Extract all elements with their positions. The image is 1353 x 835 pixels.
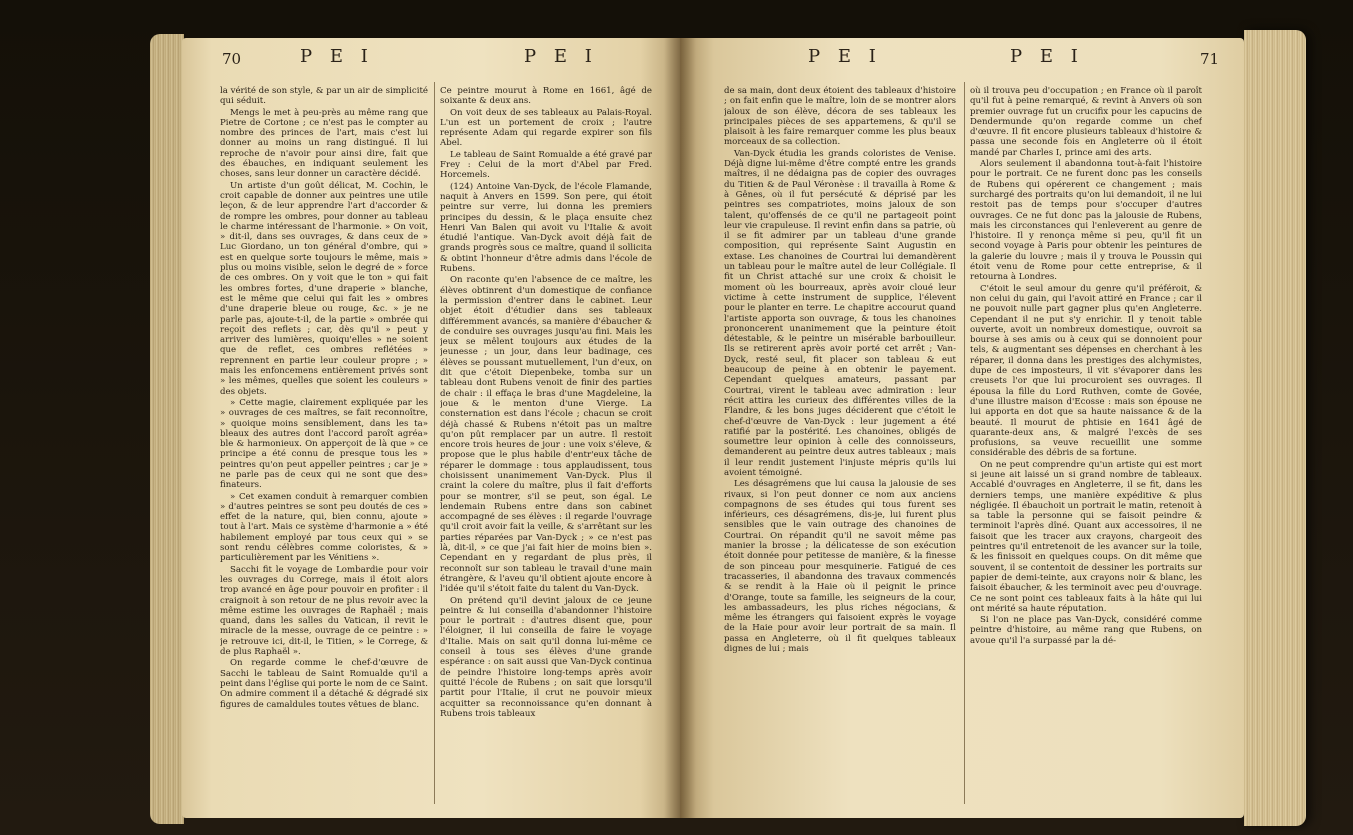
- column-rule: [434, 82, 435, 804]
- paragraph: » Cet examen conduit à remarquer combien » d'autres peintres se sont peu doutés de ces » effet de la nature, qui, bien connu, ajoute » tout à l'art. Mais ce système d'harmonie a » été habilement employé par tous ceux qui » se sont rendu célèbres comme coloristes, & » particulièrement par les Vénitiens ».: [220, 491, 428, 564]
- paragraph: la vérité de son style, & par un air de simplicité qui séduit.: [220, 86, 428, 107]
- paragraph: Van-Dyck étudia les grands coloristes de Venise. Déjà digne lui-même d'être compté entre les grands maîtres, il ne dédaigna pas de copier des ouvrages du Titien & de Paul Véronèse : il travailla à Rome & à Gênes, où il fut persécuté & déprisé par les peintres ses compatriotes, moins jaloux de son talent, qu'offensés de ce qu'il ne partageoit point leur vie crapuleuse. Il revint enfin dans sa patrie, où il se fit admirer par un tableau d'une grande composition, qui représente Saint Augustin en extase. Les chanoines de Courtrai lui demandèrent un tableau pour le maître autel de leur Collégiale. Il fit un Christ attaché sur une croix & choisit le moment où les bourreaux, après avoir cloué leur victime à cette instrument de supplice, l'élevent pour le planter en terre. Le chapitre accourut quand l'artiste apporta son ouvrage, & tous les chanoines prononcerent unanimement que la peinture étoit détestable, & le peintre un misérable barbouilleur. Ils se retirerent après avoir porté cet arrêt ; Van-Dyck, resté seul, fit placer son tableau & eut beaucoup de peine à en obtenir le payement. Cependant quelques amateurs, passant par Courtrai, virent le tableau avec admiration : leur récit attira les curieux des différentes villes de la Flandre, & les bons juges déciderent que c'étoit le chef-d'œuvre de Van-Dyck : leur jugement a été ratifié par la postérité. Les chanoines, obligés de soumettre leur opinion à celle des connoisseurs, demanderent au peintre deux autres tableaux ; mais il leur rendit justement l'injuste mépris qu'ils lui avoient témoigné.: [724, 148, 956, 478]
- paragraph: Alors seulement il abandonna tout-à-fait l'histoire pour le portrait. Ce ne furent donc pas les conseils de Rubens qui opérerent ce changement ; mais surchargé des portraits qu'on lui demandoit, il ne lui restoit pas de temps pour s'occuper d'autres ouvrages. Ce ne fut donc pas la jalousie de Rubens, mais les circonstances qui l'enleverent au genre de l'histoire. Il y renonça même si peu, qu'il fit un second voyage à Paris pour obtenir les peintures de la galerie du louvre ; mais il y trouva le Poussin qui étoit venu de Rome pour cette entreprise, & il retourna à Londres.: [970, 159, 1202, 283]
- right-page-column-2: [970, 86, 1202, 806]
- paragraph: Sacchi fit le voyage de Lombardie pour voir les ouvrages du Correge, mais il étoit alors trop avancé en âge pour pouvoir en profiter : il craignoit à son retour de ne plus revoir avec la même estime les ouvrages de Raphaël ; mais quand, dans les salles du Vatican, il revit le miracle de la messe, ouvrage de ce peintre : » je retrouve ici, dit-il, le Titien, » le Correge, & de plus Raphaël ».: [220, 564, 428, 658]
- left-page-column-1: [220, 86, 428, 806]
- right-page-header: [680, 40, 1244, 74]
- running-head: P E I: [300, 46, 374, 67]
- page-number-left: 70: [222, 50, 242, 68]
- right-page-column-1: [724, 86, 956, 806]
- right-page: [680, 38, 1244, 818]
- column-rule: [964, 82, 965, 804]
- book-gutter: [664, 38, 696, 818]
- paragraph: On ne peut comprendre qu'un artiste qui est mort si jeune ait laissé un si grand nombre de tableaux. Accablé d'ouvrages en Angleterre, il se fit, dans les derniers temps, une manière expéditive & plus négligée. Il ébauchoit un portrait le matin, retenoit à sa table la personne qui se faisoit peindre & terminoit l'après dîné. Quant aux accessoires, il ne faisoit que les tracer aux crayons, chargeoit des peintres qu'il entretenoit de les avancer sur la toile, & les finissoit en quelques coups. On dit même que souvent, il se contentoit de dessiner les portraits sur papier de demi-teinte, aux crayons noir & blanc, les faisoit ébaucher, & les terminoit avec peu d'ouvrage. Ce ne sont point ces tableaux faits à la hâte qui lui ont mérité sa haute réputation.: [970, 459, 1202, 614]
- paragraph: Le tableau de Saint Romualde a été gravé par Frey : Celui de la mort d'Abel par Fred. Horcemels.: [440, 149, 652, 181]
- paragraph: Ce peintre mourut à Rome en 1661, âgé de soixante & deux ans.: [440, 86, 652, 107]
- running-head: P E I: [1010, 46, 1084, 67]
- paragraph: C'étoit le seul amour du genre qu'il préféroit, & non celui du gain, qui l'avoit attiré en France ; car il ne pouvoit nulle part gagner plus qu'en Angleterre. Cependant il ne put s'y enrichir. Il y tenoit table ouverte, avoit un nombreux domestique, ouvroit sa bourse à ses amis ou à ceux qui se donnoient pour tels, & augmentant ses dépenses en cherchant à les réparer, il donna dans les prestiges des alchymistes, dupe de ces imposteurs, il vit s'évaporer dans les creusets l'or que lui procuroient ses ouvrages. Il épousa la fille du Lord Ruthven, comte de Govée, d'une illustre maison d'Ecosse : mais son épouse ne lui apporta en dot que sa haute naissance & de la beauté. Il mourut de phtisie en 1641 âgé de quarante-deux ans, & malgré l'excès de ses profusions, sa veuve recueillit une somme considérable des débris de sa fortune.: [970, 283, 1202, 459]
- paragraph: Si l'on ne place pas Van-Dyck, considéré comme peintre d'histoire, au même rang que Rubens, on avoue qu'il l'a surpassé par la dé-: [970, 615, 1202, 646]
- paragraph: de sa main, dont deux étoient des tableaux d'histoire ; on fait enfin que le maître, loin de se montrer alors jaloux de son élève, décora de ses tableaux les principales pièces de ses appartemens, & qu'il se plaisoit à les faire remarquer comme les plus beaux morceaux de sa collection.: [724, 86, 956, 148]
- left-page-edges: [150, 34, 184, 824]
- left-page-header: [182, 40, 680, 74]
- paragraph: Les désagrémens que lui causa la jalousie de ses rivaux, si l'on peut donner ce nom aux anciens compagnons de ses études qui tous furent ses inférieurs, ces désagrémens, dis-je, lui furent plus sensibles que le vain outrage des chanoines de Courtrai. On répandit qu'il ne savoit même pas manier la brosse ; la délicatesse de son exécution étoit donnée pour petitesse de manière, & la finesse de son pinceau pour mesquinerie. Fatigué de ces tracasseries, il abandonna des travaux commencés & se rendit à la Haie où il peignit le prince d'Orange, toute sa famille, les seigneurs de la cour, les ambassadeurs, les plus riches négocians, & même les étrangers qui faisoient exprès le voyage de la Haie pour avoir leur portrait de sa main. Il passa en Angleterre, où il fit quelques tableaux dignes de lui ; mais: [724, 479, 956, 655]
- paragraph: (124) Antoine Van-Dyck, de l'école Flamande, naquit à Anvers en 1599. Son pere, qui étoit peintre sur verre, lui donna les premiers principes du dessin, & le plaça ensuite chez Henri Van Balen qui avoit vu l'Italie & avoit étudié l'antique. Van-Dyck avoit déjà fait de grands progrès sous ce maître, quand il sollicita & obtint l'honneur d'être admis dans l'école de Rubens.: [440, 181, 652, 275]
- paragraph: On voit deux de ses tableaux au Palais-Royal. L'un est un portement de croix ; l'autre représente Adam qui regarde expirer son fils Abel.: [440, 107, 652, 149]
- paragraph: Mengs le met à peu-près au même rang que Pietre de Cortone ; ce n'est pas le compter au nombre des princes de l'art, mais c'est lui donner au moins un rang distingué. Il lui reproche de n'avoir pour ainsi dire, fait que des ébauches, en indiquant seulement les choses, sans leur donner un caractère décidé.: [220, 107, 428, 180]
- paragraph: On prétend qu'il devint jaloux de ce jeune peintre & lui conseilla d'abandonner l'histoire pour le portrait : d'autres disent que, pour l'éloigner, il lui conseilla de faire le voyage d'Italie. Mais on sait qu'il donna lui-même ce conseil à tous ses élèves d'une grande espérance : on sait aussi que Van-Dyck continua de peindre l'histoire long-temps après avoir quitté l'école de Rubens ; on sait que lorsqu'il partit pour l'Italie, il crut ne pouvoir mieux acquitter sa reconnoissance qu'en donnant à Rubens trois tableaux: [440, 595, 652, 719]
- paragraph: où il trouva peu d'occupation ; en France où il paroît qu'il fut à peine remarqué, & revint à Anvers où son premier ouvrage fut un crucifix pour les capucins de Dendermunde qu'on regarde comme un chef d'œuvre. Il fit encore plusieurs tableaux d'histoire & passa une seconde fois en Angleterre où il étoit mandé par Charles I, prince ami des arts.: [970, 86, 1202, 158]
- left-page-column-2: [440, 86, 652, 806]
- paragraph: » Cette magie, clairement expliquée par les » ouvrages de ces maîtres, se fait reconnoître, » quoique moins sensiblement, dans les ta» bleaux des autres dont l'accord paroît agréa» ble & harmonieux. On apperçoit de là que » ce principe a été connu de presque tous les » peintres qu'on peut appeller peintres ; car je » ne parle pas de ceux qui ne sont que des» finateurs.: [220, 397, 428, 491]
- paragraph: On regarde comme le chef-d'œuvre de Sacchi le tableau de Saint Romualde qu'il a peint dans l'église qui porte le nom de ce Saint. On admire comment il a détaché & dégradé six figures de camaldules toutes vêtues de blanc.: [220, 658, 428, 710]
- right-page-edges: [1244, 30, 1306, 826]
- paragraph: On raconte qu'en l'absence de ce maître, les élèves obtinrent d'un domestique de confiance la permission d'entrer dans le cabinet. Leur objet étoit d'étudier dans ses tableaux différemment avancés, sa manière d'ébaucher & de conduire ses ouvrages jusqu'au fini. Mais les jeux se mêlent toujours aux études de la jeunesse ; un jour, dans leur badinage, ces élèves se poussant mutuellement, l'un d'eux, on dit que c'étoit Diepenbeke, tomba sur un tableau dont Rubens venoit de finir des parties de chair : il effaça le bras d'une Magdeleine, la joue & le menton d'une Vierge. La consternation est dans l'école ; chacun se croit déjà chassé & Rubens n'étoit pas un maître qu'on pût remplacer par un autre. Il restoit encore trois heures de jour : une voix s'éleve, & propose que le plus habile d'entr'eux tâche de réparer le dommage : tous applaudissent, tous choisissent unanimement Van-Dyck. Plus il craint la colere du maître, plus il fait d'efforts pour se montrer, s'il se peut, son égal. Le lendemain Rubens entre dans son cabinet accompagné de ses élèves : il regarde l'ouvrage qu'il croit avoir fait la veille, & s'arrêtant sur les parties réparées par Van-Dyck ; » ce n'est pas là, dit-il, » ce que j'ai fait hier de moins bien ». Cependant en y regardant de plus près, il reconnoît sur son tableau le travail d'une main étrangère, & l'aveu qu'il obtient ajoute encore à l'idée qu'il s'étoit faite du talent du Van-Dyck.: [440, 275, 652, 595]
- paragraph: Un artiste d'un goût délicat, M. Cochin, le croit capable de donner aux peintres une utile leçon, & de leur apprendre l'art d'accorder & de rompre les ombres, pour donner au tableau le charme intéressant de l'harmonie. » On voit, » dit-il, dans ses ouvrages, & dans ceux de » Luc Giordano, un ton général d'ombre, qui » est en quelque sorte toujours le même, mais » plus ou moins visible, selon le degré de » force de ces ombres. On y voit que le ton » qui fait les ombres fortes, d'une draperie » blanche, est le même que celui qui fait les » ombres d'une draperie bleue ou rouge, &c. » je ne parle pas, ajoute-t-il, de la partie » ombrée qui reçoit des reflets ; car, dès qu'il » peut y arriver des lumières, quoiqu'elles » ne soient que de reflet, ces ombres reflétées » reprennent en partie leur couleur propre ; » mais les enfoncemens entièrement privés sont » les mêmes, quelles que soient les couleurs » des objets.: [220, 180, 428, 397]
- running-head: P E I: [524, 46, 598, 67]
- page-number-right: 71: [1200, 50, 1220, 68]
- left-page: [182, 38, 680, 818]
- running-head: P E I: [808, 46, 882, 67]
